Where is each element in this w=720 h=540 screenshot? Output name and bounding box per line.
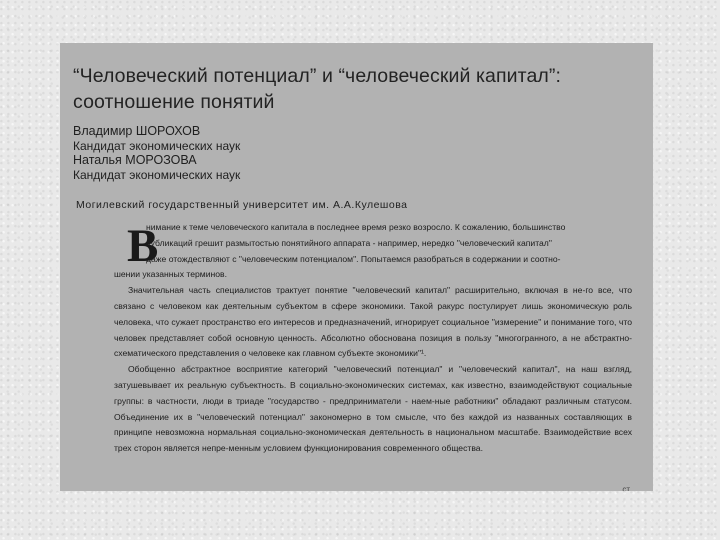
author-2-degree: Кандидат экономических наук — [73, 167, 241, 182]
article-title: “Человеческий потенциал” и “человеческий капитал”: соотношение понятий — [73, 65, 561, 113]
paragraph-1-line-4: шении указанных терминов. — [114, 269, 227, 280]
affiliation: Могилевский государственный университет им. А.А.Кулешова — [76, 199, 408, 211]
paragraph-3: Обобщенно абстрактное восприятие категорий "человеческий потенциал" и "человеческий капитал", на наш взгляд, затушевывает их реальную субъектность. В социально-экономических системах, как известно, взаимодействуют социальные группы: в частности, люди в триаде "государство - предприниматели - наем-ные работники" обладают различным статусом. Объединение их в "человеческий потенциал" закономерно в том смысле, что без каждой из названных составляющих в принципе невозможна нормальная социально-экономическая деятельность в национальном масштабе. Взаимодействие всех трех сторон является непре-менным условием функционирования современного общества. — [114, 364, 632, 454]
paragraph-1-line-1: нимание к теме человеческого капитала в последнее время резко возросло. К сожалению, большинство — [146, 222, 566, 232]
paragraph-1-line-2: публикаций грешит размытостью понятийного аппарата - например, нередко "человеческий капитал" — [146, 237, 552, 248]
article-body — [114, 220, 632, 457]
scanned-article-page — [60, 43, 653, 491]
paragraph-2: Значительная часть специалистов трактует понятие "человеческий капитал" расширительно, включая в не-го все, что связано с человеком как деятельным субъектом в сфере экономики. Такой ракурс постулирует лишь экономическую роль человека, что сужает пространство его интересов и предназначений, игнорирует социальное "измерение" и понимание того, что человек представляет собой основную ценность. Абсолютно обоснована позиция в пользу "многогранного, а не абстрактно-схематического представления о человеке как главном субъекте экономики"¹. — [114, 285, 632, 359]
paragraph-1-line-3: даже отождествляют с "человеческим потенциалом". Попытаемся разобраться в содержании и соотно- — [146, 253, 561, 264]
paragraph-1 — [114, 220, 632, 283]
author-1-degree: Кандидат экономических наук — [73, 138, 241, 153]
author-2-name: Наталья МОРОЗОВА — [73, 153, 197, 167]
page-footer-fragment: ...ст ... — [615, 485, 639, 491]
author-1-name: Владимир ШОРОХОВ — [73, 124, 201, 138]
drop-cap: В — [127, 220, 159, 272]
authors-block — [73, 124, 573, 182]
